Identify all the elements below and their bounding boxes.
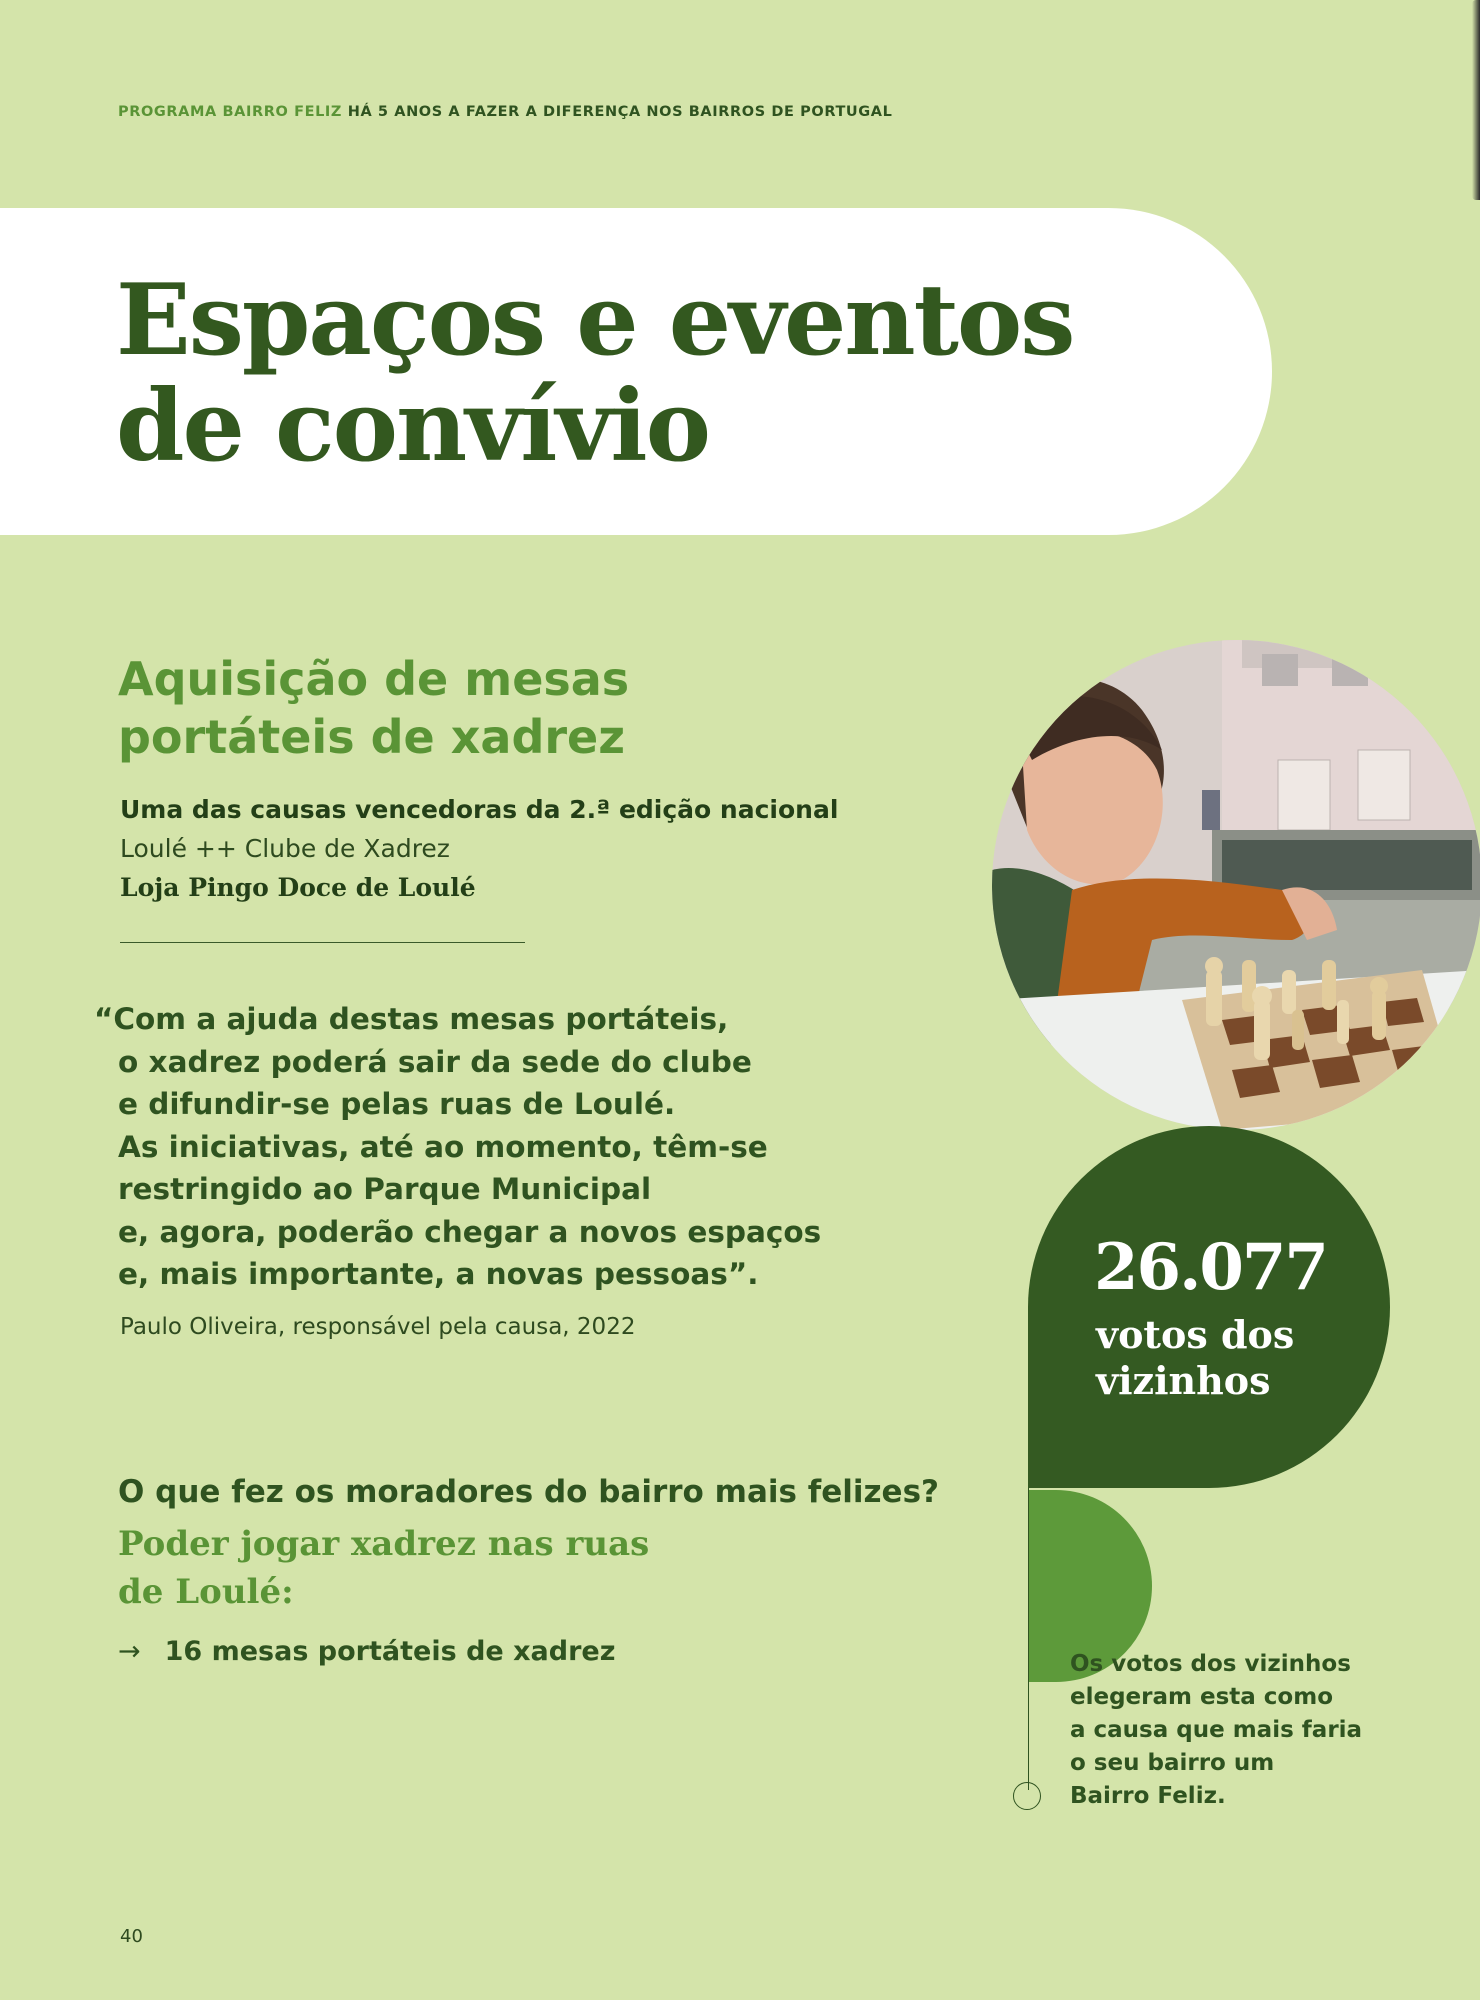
decorative-line (1028, 1488, 1029, 1790)
cause-store: Loja Pingo Doce de Loulé (120, 873, 476, 902)
kicker-brand: PROGRAMA BAIRRO FELIZ (118, 104, 343, 120)
cause-organization: Loulé ++ Clube de Xadrez (120, 834, 450, 863)
arrow-right-icon: → (118, 1636, 141, 1667)
header-kicker (118, 104, 892, 120)
outcome-bullet (118, 1636, 615, 1667)
side-note-line: a causa que mais faria (1070, 1717, 1363, 1743)
outcome-bullet-text: 16 mesas portáteis de xadrez (164, 1636, 616, 1667)
side-note-line: o seu bairro um (1070, 1750, 1275, 1776)
chess-photo (992, 640, 1480, 1130)
quote-block (94, 998, 821, 1296)
kicker-text: HÁ 5 ANOS A FAZER A DIFERENÇA NOS BAIRROS DE PORTUGAL (347, 104, 893, 120)
quote-credit: Paulo Oliveira, responsável pela causa, 2022 (120, 1314, 636, 1340)
side-note (1070, 1648, 1362, 1813)
quote-line: e, mais importante, a novas pessoas”. (118, 1257, 759, 1291)
quote-line: o xadrez poderá sair da sede do clube (118, 1044, 752, 1079)
quote-line: “Com a ajuda destas mesas portáteis, (94, 1002, 729, 1036)
page-edge-shadow (1472, 0, 1480, 200)
title-line-2: de convívio (116, 369, 709, 484)
cause-heading (118, 650, 629, 766)
votes-label-line-2: vizinhos (1096, 1358, 1271, 1403)
quote-line: e difundir-se pelas ruas de Loulé. (118, 1087, 676, 1121)
votes-label-line-1: votos dos (1096, 1312, 1295, 1357)
outcome-question: O que fez os moradores do bairro mais felizes? (118, 1474, 940, 1510)
outcome-answer (118, 1520, 649, 1616)
page-title (116, 263, 1074, 484)
outcome-answer-line-1: Poder jogar xadrez nas ruas (118, 1524, 650, 1564)
votes-number: 26.077 (1094, 1230, 1327, 1305)
page-number: 40 (120, 1926, 143, 1947)
outcome-answer-line-2: de Loulé: (118, 1572, 294, 1612)
quote-line: restringido ao Parque Municipal (118, 1172, 652, 1206)
divider (120, 942, 525, 943)
cause-heading-line-2: portáteis de xadrez (118, 710, 626, 764)
decorative-circle-icon (1013, 1782, 1041, 1810)
side-note-line: elegeram esta como (1070, 1684, 1333, 1710)
cause-edition: Uma das causas vencedoras da 2.ª edição nacional (120, 795, 839, 824)
side-note-line: Bairro Feliz. (1070, 1783, 1226, 1809)
votes-badge (1028, 1126, 1390, 1488)
title-line-1: Espaços e eventos (116, 263, 1074, 378)
quote-line: As iniciativas, até ao momento, têm-se (118, 1129, 768, 1164)
chess-photo-illustration (992, 640, 1480, 1130)
quote-line: e, agora, poderão chegar a novos espaços (118, 1214, 822, 1249)
side-note-line: Os votos dos vizinhos (1070, 1651, 1351, 1677)
cause-meta (120, 790, 838, 907)
votes-label (1096, 1312, 1294, 1404)
cause-heading-line-1: Aquisição de mesas (118, 652, 630, 706)
